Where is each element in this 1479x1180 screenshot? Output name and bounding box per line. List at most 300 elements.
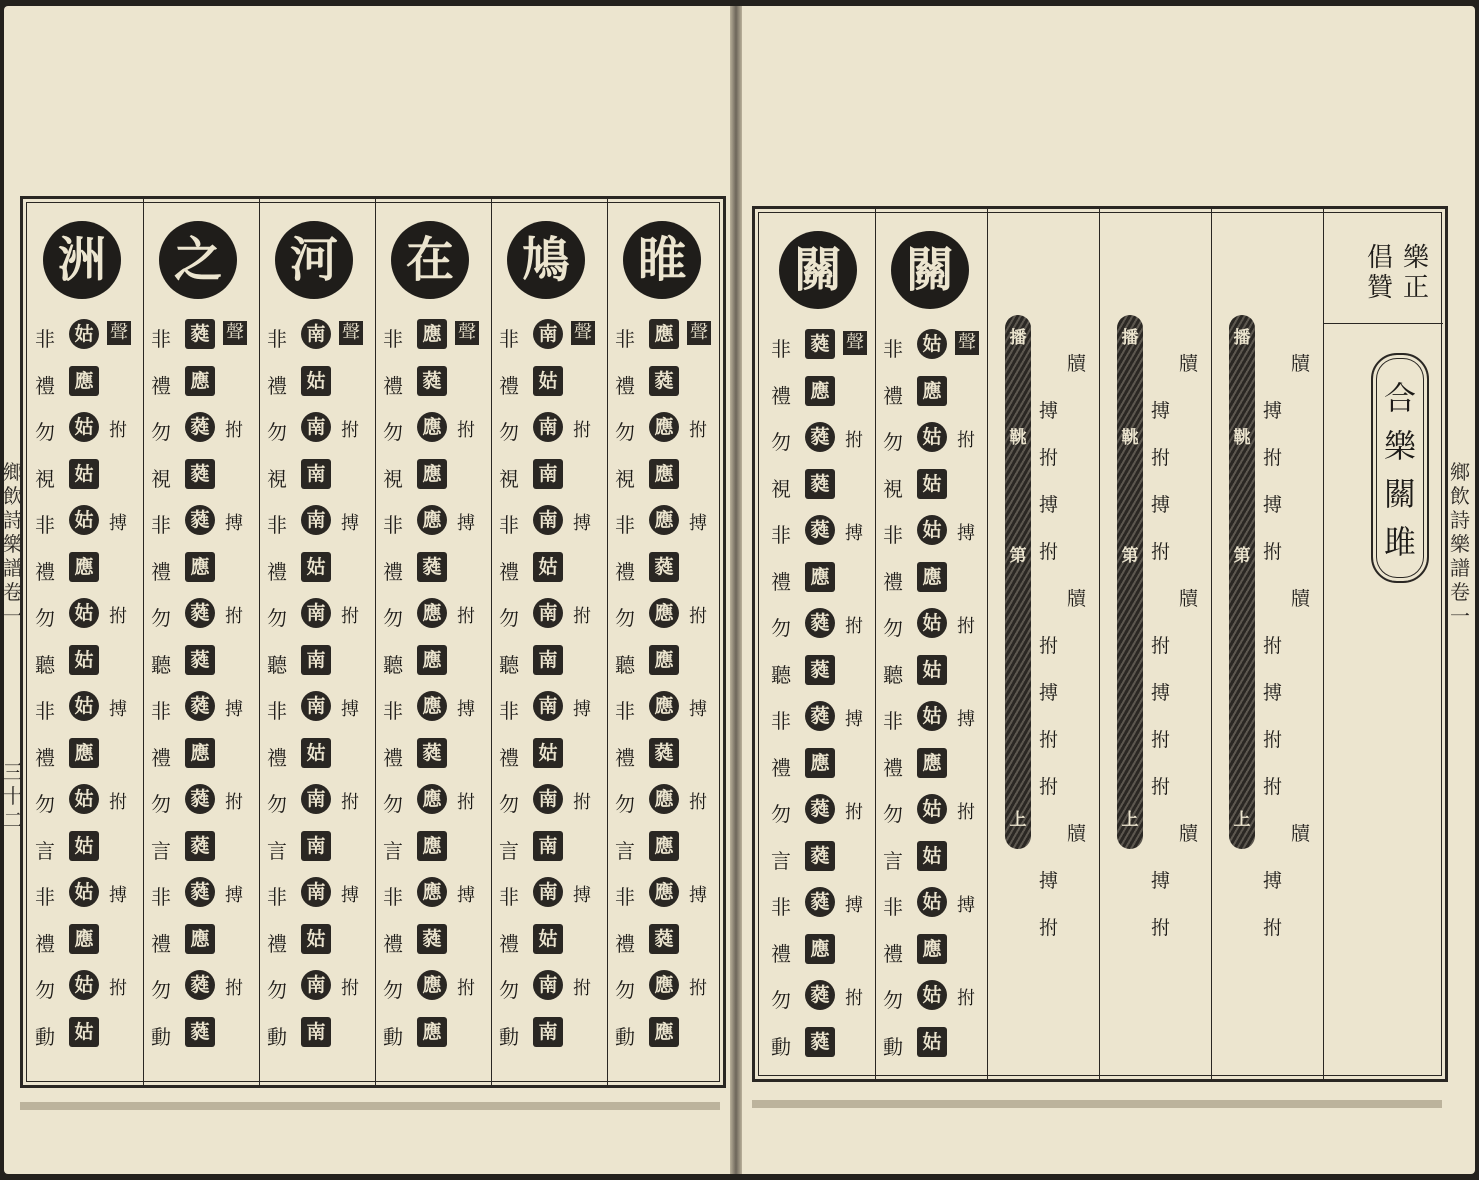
notation-row xyxy=(259,829,370,867)
notation-row xyxy=(375,317,486,355)
lyric-character: 禮 xyxy=(615,373,635,398)
lyric-character: 言 xyxy=(499,838,519,863)
pitch-character: 蕤 xyxy=(805,980,835,1010)
drum-stroke-character: 牘 xyxy=(1179,823,1199,845)
notation-row xyxy=(607,689,718,727)
pitch-character: 姑 xyxy=(69,1017,99,1047)
pitch-character: 應 xyxy=(69,366,99,396)
pitch-character: 應 xyxy=(649,970,679,1000)
pitch-character: 蕤 xyxy=(649,366,679,396)
lyric-character: 禮 xyxy=(771,941,791,966)
pitch-character: 姑 xyxy=(917,701,947,731)
notation-row xyxy=(259,317,370,355)
pitch-character: 應 xyxy=(917,748,947,778)
lyric-character: 視 xyxy=(771,476,791,501)
pitch-character: 應 xyxy=(417,505,447,535)
notation-row xyxy=(491,503,602,541)
percussion-mark: 拊 xyxy=(341,978,359,999)
pitch-character: 蕤 xyxy=(185,691,215,721)
pitch-character: 應 xyxy=(185,552,215,582)
heading-rule xyxy=(1323,323,1443,324)
drum-stroke-character: 牘 xyxy=(1291,823,1311,845)
drum-stroke-character: 搏 xyxy=(1151,870,1171,892)
percussion-mark: 拊 xyxy=(457,606,475,627)
pitch-character: 姑 xyxy=(301,924,331,954)
right-bottom-band xyxy=(752,1100,1442,1108)
pitch-character: 應 xyxy=(649,412,679,442)
lyric-character: 勿 xyxy=(35,792,55,816)
pitch-character: 蕤 xyxy=(185,645,215,675)
column-divider xyxy=(259,199,260,1085)
notation-row xyxy=(143,689,254,727)
percussion-mark: 拊 xyxy=(689,420,707,441)
drum-stroke-character: 拊 xyxy=(1151,635,1171,657)
cartouche-character: 樂 xyxy=(1383,427,1416,465)
percussion-mark: 拊 xyxy=(845,988,863,1009)
lyric-character: 非 xyxy=(771,895,791,919)
pitch-character: 姑 xyxy=(69,598,99,628)
notation-row xyxy=(27,689,138,727)
lyric-character: 非 xyxy=(151,885,171,909)
percussion-mark: 拊 xyxy=(573,606,591,627)
pitch-character: 姑 xyxy=(69,691,99,721)
pitch-character: 應 xyxy=(805,748,835,778)
pitch-character: 姑 xyxy=(533,738,563,768)
percussion-mark: 搏 xyxy=(845,895,863,916)
notation-row xyxy=(491,736,602,774)
lyric-character: 勿 xyxy=(771,988,791,1012)
right-col-2-title-character: 關 xyxy=(779,231,857,309)
pitch-character: 蕤 xyxy=(805,1027,835,1057)
pitch-character: 蕤 xyxy=(185,412,215,442)
notation-row xyxy=(875,839,986,877)
notation-row xyxy=(259,968,370,1006)
drum-stroke-character: 拊 xyxy=(1039,541,1059,563)
pitch-character: 南 xyxy=(301,831,331,861)
notation-row xyxy=(607,364,718,402)
notation-row xyxy=(27,922,138,960)
title-cartouche xyxy=(1371,353,1429,583)
lyric-character: 勿 xyxy=(151,606,171,630)
lyric-character: 勿 xyxy=(883,616,903,640)
lyric-character: 動 xyxy=(771,1034,791,1059)
lyric-character: 勿 xyxy=(499,978,519,1002)
drum-bar xyxy=(1229,315,1255,849)
pitch-character: 蕤 xyxy=(185,970,215,1000)
lyric-character: 非 xyxy=(499,513,519,537)
drum-stroke-character: 拊 xyxy=(1151,917,1171,939)
notation-row xyxy=(27,550,138,588)
pitch-character: 南 xyxy=(533,831,563,861)
drum-stroke-character: 搏 xyxy=(1151,682,1171,704)
drum-stroke-character: 牘 xyxy=(1067,353,1087,375)
lyric-character: 勿 xyxy=(883,802,903,826)
notation-row xyxy=(491,364,602,402)
cartouche-character: 雎 xyxy=(1383,523,1416,561)
notation-row xyxy=(875,374,986,412)
notation-row xyxy=(491,1015,602,1053)
lyric-character: 禮 xyxy=(151,745,171,770)
drum-stroke-character: 牘 xyxy=(1067,588,1087,610)
percussion-mark: 搏 xyxy=(225,699,243,720)
percussion-mark: 搏 xyxy=(225,885,243,906)
pitch-character: 姑 xyxy=(301,366,331,396)
pitch-character: 南 xyxy=(301,459,331,489)
pitch-character: 姑 xyxy=(69,459,99,489)
pitch-character: 南 xyxy=(301,412,331,442)
notation-row xyxy=(143,457,254,495)
notation-row xyxy=(259,410,370,448)
pitch-character: 應 xyxy=(649,319,679,349)
lyric-character: 非 xyxy=(383,327,403,351)
percussion-mark: 拊 xyxy=(689,606,707,627)
pitch-character: 南 xyxy=(301,319,331,349)
lyric-character: 禮 xyxy=(35,745,55,770)
percussion-mark: 搏 xyxy=(689,513,707,534)
drum-stroke-character: 搏 xyxy=(1039,494,1059,516)
pitch-character: 應 xyxy=(649,831,679,861)
lyric-character: 勿 xyxy=(615,606,635,630)
percussion-mark: 拊 xyxy=(845,616,863,637)
notation-row xyxy=(27,596,138,634)
lyric-character: 禮 xyxy=(499,559,519,584)
lyric-character: 聽 xyxy=(499,652,519,677)
column-divider xyxy=(1211,209,1212,1079)
lyric-character: 非 xyxy=(35,699,55,723)
percussion-mark: 拊 xyxy=(225,792,243,813)
left-col-6-title-character: 洲 xyxy=(43,221,121,299)
notation-row xyxy=(763,420,874,458)
percussion-mark: 拊 xyxy=(457,978,475,999)
lyric-character: 勿 xyxy=(615,978,635,1002)
pitch-character: 應 xyxy=(417,412,447,442)
lyric-character: 勿 xyxy=(771,616,791,640)
pitch-character: 應 xyxy=(417,877,447,907)
pitch-character: 應 xyxy=(417,691,447,721)
notation-row xyxy=(143,782,254,820)
lyric-character: 視 xyxy=(383,466,403,491)
notation-row xyxy=(375,875,486,913)
pitch-character: 應 xyxy=(185,924,215,954)
lyric-character: 言 xyxy=(615,838,635,863)
column-divider xyxy=(607,199,608,1085)
notation-row xyxy=(763,467,874,505)
pitch-character: 姑 xyxy=(917,887,947,917)
notation-row xyxy=(763,978,874,1016)
drum-stroke-character: 牘 xyxy=(1067,823,1087,845)
notation-row xyxy=(491,410,602,448)
lyric-character: 非 xyxy=(267,327,287,351)
lyric-character: 非 xyxy=(883,709,903,733)
column-divider xyxy=(987,209,988,1079)
pitch-character: 應 xyxy=(417,319,447,349)
book-gutter xyxy=(730,6,742,1174)
notation-row xyxy=(875,699,986,737)
notation-row xyxy=(491,968,602,1006)
right-margin-title: 鄉飲詩樂譜卷一 xyxy=(1450,460,1470,628)
notation-row xyxy=(143,1015,254,1053)
left-col-2-column xyxy=(491,199,602,1085)
notation-row xyxy=(875,560,986,598)
lyric-character: 非 xyxy=(883,523,903,547)
pitch-character: 應 xyxy=(805,562,835,592)
percussion-mark: 拊 xyxy=(109,978,127,999)
pitch-character: 蕤 xyxy=(805,841,835,871)
pitch-character: 姑 xyxy=(917,794,947,824)
left-margin-page-number: 三十二 xyxy=(3,760,23,832)
percussion-mark: 拊 xyxy=(957,988,975,1009)
lyric-character: 非 xyxy=(383,513,403,537)
notation-row xyxy=(143,829,254,867)
notation-row xyxy=(763,885,874,923)
percussion-mark: 拊 xyxy=(225,978,243,999)
percussion-mark: 搏 xyxy=(109,885,127,906)
pitch-character: 姑 xyxy=(301,738,331,768)
pitch-character: 蕤 xyxy=(185,877,215,907)
notation-row xyxy=(259,550,370,588)
pitch-character: 應 xyxy=(805,376,835,406)
lyric-character: 言 xyxy=(883,848,903,873)
notation-row xyxy=(491,643,602,681)
notation-row xyxy=(607,550,718,588)
notation-row xyxy=(491,689,602,727)
lyric-character: 勿 xyxy=(383,978,403,1002)
pitch-character: 應 xyxy=(649,877,679,907)
drum-bar-character: 鞉 xyxy=(1233,428,1251,448)
pitch-character: 姑 xyxy=(69,877,99,907)
lyric-character: 非 xyxy=(615,885,635,909)
pitch-character: 應 xyxy=(417,459,447,489)
notation-row xyxy=(607,457,718,495)
notation-row xyxy=(491,317,602,355)
notation-row xyxy=(763,606,874,644)
pitch-character: 蕤 xyxy=(417,366,447,396)
lyric-character: 非 xyxy=(615,327,635,351)
pitch-character: 蕤 xyxy=(185,784,215,814)
lyric-character: 勿 xyxy=(883,988,903,1012)
pitch-character: 蕤 xyxy=(649,738,679,768)
pitch-character: 蕤 xyxy=(649,552,679,582)
lyric-character: 勿 xyxy=(615,420,635,444)
pitch-character: 南 xyxy=(533,877,563,907)
pitch-character: 應 xyxy=(649,645,679,675)
lyric-character: 勿 xyxy=(267,420,287,444)
notation-row xyxy=(143,550,254,588)
lyric-character: 禮 xyxy=(499,745,519,770)
notation-row xyxy=(375,457,486,495)
notation-row xyxy=(875,653,986,691)
right-col-1-column xyxy=(875,209,986,1079)
pitch-character: 蕤 xyxy=(805,794,835,824)
drum-stroke-character: 拊 xyxy=(1263,917,1283,939)
notation-row xyxy=(875,420,986,458)
drum-bar-character: 第 xyxy=(1121,546,1139,566)
notation-row xyxy=(607,317,718,355)
lyric-character: 禮 xyxy=(383,559,403,584)
lyric-character: 禮 xyxy=(383,373,403,398)
percussion-mark: 拊 xyxy=(225,420,243,441)
notation-row xyxy=(375,968,486,1006)
percussion-mark: 拊 xyxy=(845,802,863,823)
drum-stroke-character: 搏 xyxy=(1263,494,1283,516)
cartouche-character: 合 xyxy=(1383,379,1416,417)
pitch-character: 姑 xyxy=(69,784,99,814)
pitch-character: 應 xyxy=(917,562,947,592)
lyric-character: 禮 xyxy=(267,559,287,584)
lyric-character: 非 xyxy=(499,885,519,909)
notation-row xyxy=(259,457,370,495)
drum-stroke-character: 拊 xyxy=(1263,635,1283,657)
percussion-mark: 拊 xyxy=(225,606,243,627)
lyric-character: 非 xyxy=(499,327,519,351)
drum-stroke-character: 搏 xyxy=(1039,400,1059,422)
lyric-character: 言 xyxy=(267,838,287,863)
pitch-character: 應 xyxy=(417,784,447,814)
left-col-5-title-character: 之 xyxy=(159,221,237,299)
lyric-character: 視 xyxy=(267,466,287,491)
percussion-mark: 聲 xyxy=(687,321,711,345)
drum-bar-character: 上 xyxy=(1121,810,1139,830)
percussion-mark: 搏 xyxy=(957,523,975,544)
drum-column xyxy=(1211,209,1322,1079)
pitch-character: 應 xyxy=(69,552,99,582)
pitch-character: 應 xyxy=(185,738,215,768)
lyric-character: 勿 xyxy=(383,792,403,816)
notation-row xyxy=(375,736,486,774)
notation-row xyxy=(27,457,138,495)
lyric-character: 禮 xyxy=(883,569,903,594)
lyric-character: 動 xyxy=(151,1024,171,1049)
notation-row xyxy=(491,875,602,913)
drum-bar-character: 播 xyxy=(1233,328,1251,348)
lyric-character: 非 xyxy=(35,327,55,351)
lyric-character: 非 xyxy=(151,513,171,537)
pitch-character: 蕤 xyxy=(185,459,215,489)
drum-bar-character: 第 xyxy=(1009,546,1027,566)
percussion-mark: 搏 xyxy=(957,709,975,730)
pitch-character: 應 xyxy=(649,691,679,721)
percussion-mark: 拊 xyxy=(957,616,975,637)
percussion-mark: 拊 xyxy=(109,420,127,441)
notation-row xyxy=(27,1015,138,1053)
drum-stroke-character: 搏 xyxy=(1263,400,1283,422)
percussion-mark: 拊 xyxy=(845,430,863,451)
lyric-character: 禮 xyxy=(883,383,903,408)
notation-row xyxy=(607,922,718,960)
lyric-character: 視 xyxy=(499,466,519,491)
left-col-4-title-character: 河 xyxy=(275,221,353,299)
lyric-character: 禮 xyxy=(771,383,791,408)
lyric-character: 勿 xyxy=(267,978,287,1002)
pitch-character: 姑 xyxy=(69,319,99,349)
pitch-character: 應 xyxy=(69,924,99,954)
percussion-mark: 搏 xyxy=(573,699,591,720)
lyric-character: 禮 xyxy=(151,559,171,584)
pitch-character: 姑 xyxy=(917,980,947,1010)
pitch-character: 南 xyxy=(301,598,331,628)
percussion-mark: 拊 xyxy=(689,792,707,813)
notation-row xyxy=(143,410,254,448)
notation-row xyxy=(143,875,254,913)
percussion-mark: 搏 xyxy=(225,513,243,534)
percussion-mark: 搏 xyxy=(957,895,975,916)
notation-row xyxy=(259,922,370,960)
pitch-character: 蕤 xyxy=(185,319,215,349)
pitch-character: 應 xyxy=(917,376,947,406)
notation-row xyxy=(875,885,986,923)
pitch-character: 姑 xyxy=(917,841,947,871)
notation-row xyxy=(375,782,486,820)
right-col-1-title-character: 關 xyxy=(891,231,969,309)
pitch-character: 姑 xyxy=(301,552,331,582)
percussion-mark: 搏 xyxy=(109,513,127,534)
percussion-mark: 搏 xyxy=(457,513,475,534)
lyric-character: 勿 xyxy=(35,606,55,630)
pitch-character: 姑 xyxy=(917,469,947,499)
percussion-mark: 聲 xyxy=(455,321,479,345)
lyric-character: 禮 xyxy=(151,373,171,398)
pitch-character: 應 xyxy=(69,738,99,768)
lyric-character: 禮 xyxy=(883,755,903,780)
pitch-character: 應 xyxy=(649,784,679,814)
drum-stroke-character: 拊 xyxy=(1039,917,1059,939)
lyric-character: 勿 xyxy=(151,420,171,444)
percussion-mark: 搏 xyxy=(341,513,359,534)
notation-row xyxy=(491,782,602,820)
pitch-character: 應 xyxy=(649,505,679,535)
drum-stroke-character: 拊 xyxy=(1263,729,1283,751)
pitch-character: 姑 xyxy=(69,970,99,1000)
pitch-character: 蕤 xyxy=(805,701,835,731)
pitch-character: 應 xyxy=(417,598,447,628)
lyric-character: 視 xyxy=(883,476,903,501)
drum-stroke-character: 搏 xyxy=(1263,870,1283,892)
left-col-5-column xyxy=(143,199,254,1085)
lyric-character: 動 xyxy=(883,1034,903,1059)
notation-row xyxy=(763,746,874,784)
lyric-character: 勿 xyxy=(499,792,519,816)
pitch-character: 蕤 xyxy=(649,924,679,954)
lyric-character: 勿 xyxy=(883,430,903,454)
pitch-character: 南 xyxy=(533,645,563,675)
percussion-mark: 搏 xyxy=(845,523,863,544)
percussion-mark: 搏 xyxy=(341,885,359,906)
drum-stroke-character: 牘 xyxy=(1179,588,1199,610)
pitch-character: 南 xyxy=(301,505,331,535)
drum-bar-character: 播 xyxy=(1121,328,1139,348)
percussion-mark: 聲 xyxy=(955,331,979,355)
notation-row xyxy=(259,736,370,774)
notation-row xyxy=(875,978,986,1016)
column-divider xyxy=(143,199,144,1085)
notation-row xyxy=(143,643,254,681)
percussion-mark: 搏 xyxy=(109,699,127,720)
pitch-character: 蕤 xyxy=(805,887,835,917)
drum-bar-character: 鞉 xyxy=(1121,428,1139,448)
lyric-character: 言 xyxy=(35,838,55,863)
percussion-mark: 拊 xyxy=(341,420,359,441)
pitch-character: 姑 xyxy=(917,329,947,359)
column-divider xyxy=(1099,209,1100,1079)
lyric-character: 非 xyxy=(771,337,791,361)
lyric-character: 禮 xyxy=(499,931,519,956)
percussion-mark: 聲 xyxy=(571,321,595,345)
drum-stroke-character: 拊 xyxy=(1263,776,1283,798)
lyric-character: 非 xyxy=(771,523,791,547)
pitch-character: 姑 xyxy=(533,924,563,954)
drum-stroke-character: 拊 xyxy=(1151,541,1171,563)
lyric-character: 非 xyxy=(151,327,171,351)
